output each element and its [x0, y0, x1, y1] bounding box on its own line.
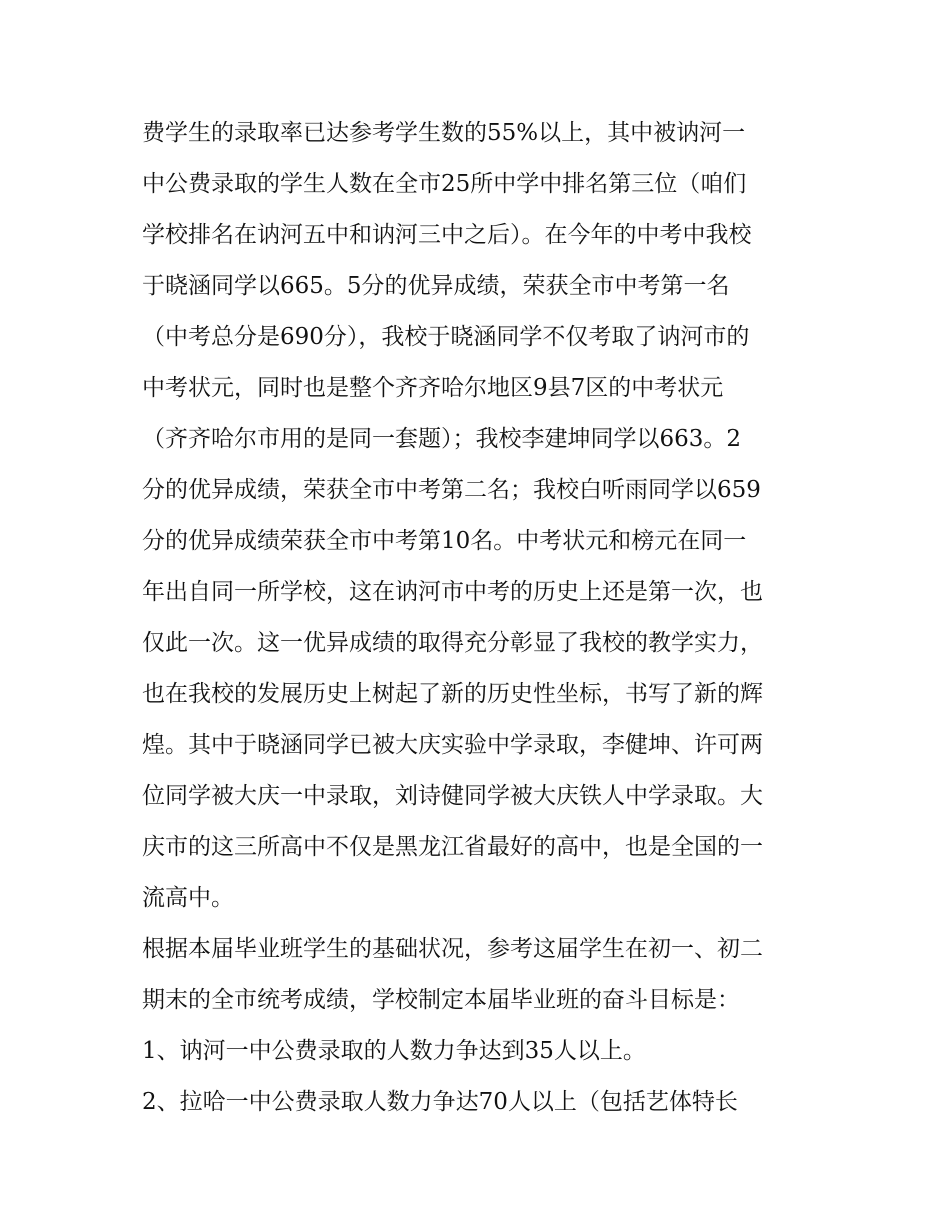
text-line: 庆市的这三所高中不仅是黑龙江省最好的高中，也是全国的一: [142, 834, 763, 860]
text-line: 于晓涵同学以665。5分的优异成绩，荣获全市中考第一名: [142, 273, 730, 299]
text-line: 分的优异成绩，荣获全市中考第二名；我校白听雨同学以659: [142, 477, 761, 503]
list-item: 1、讷河一中公费录取的人数力争达到35人以上。: [142, 1038, 646, 1064]
body-text: [142, 108, 822, 1128]
text-line: 位同学被大庆一中录取，刘诗健同学被大庆铁人中学录取。大: [142, 783, 763, 809]
text-line: （中考总分是690分），我校于晓涵同学不仅考取了讷河市的: [142, 324, 750, 350]
text-line: 煌。其中于晓涵同学已被大庆实验中学录取，李健坤、许可两: [142, 732, 763, 758]
text-line: 中公费录取的学生人数在全市25所中学中排名第三位（咱们: [142, 171, 747, 197]
text-line: 费学生的录取率已达参考学生数的55%以上，其中被讷河一: [142, 120, 746, 146]
text-line: 中考状元，同时也是整个齐齐哈尔地区9县7区的中考状元: [142, 375, 724, 401]
text-line: 期末的全市统考成绩，学校制定本届毕业班的奋斗目标是：: [142, 987, 740, 1013]
text-line: 流高中。: [142, 885, 234, 911]
text-line: 仅此一次。这一优异成绩的取得充分彰显了我校的教学实力，: [142, 630, 763, 656]
text-line: （齐齐哈尔市用的是同一套题）；我校李建坤同学以663。2: [142, 426, 742, 452]
text-line: 也在我校的发展历史上树起了新的历史性坐标，书写了新的辉: [142, 681, 763, 707]
text-line: 根据本届毕业班学生的基础状况，参考这届学生在初一、初二: [142, 936, 763, 962]
text-line: 年出自同一所学校，这在讷河市中考的历史上还是第一次，也: [142, 579, 763, 605]
text-line: 分的优异成绩荣获全市中考第10名。中考状元和榜元在同一: [142, 528, 747, 554]
text-line: 学校排名在讷河五中和讷河三中之后）。在今年的中考中我校: [142, 222, 752, 248]
list-item: 2、拉哈一中公费录取人数力争达70人以上（包括艺体特长: [142, 1089, 738, 1115]
